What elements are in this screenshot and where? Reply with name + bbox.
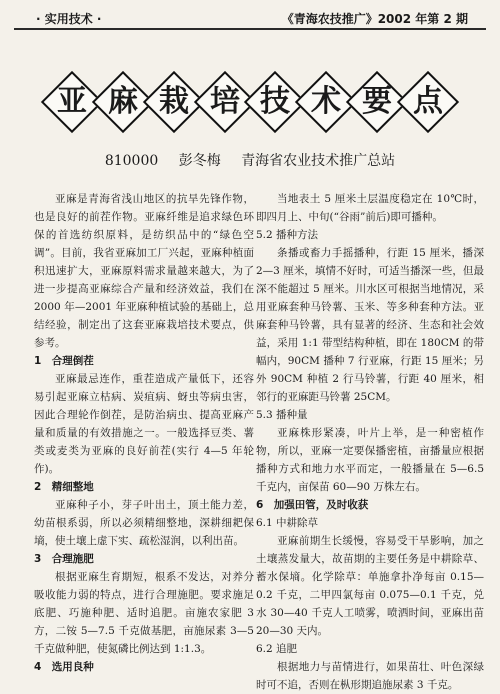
running-header xyxy=(14,6,486,28)
left-column xyxy=(34,190,254,676)
affiliation: 青海省农业技术推广总站 xyxy=(241,153,396,169)
subsection-heading: 6.2 追肥 xyxy=(256,643,298,655)
section-heading: 4 选用良种 xyxy=(34,661,94,673)
title-char: 亚 xyxy=(41,71,103,133)
subsection-heading: 5.2 播种方法 xyxy=(256,229,319,241)
title-char: 技 xyxy=(244,71,306,133)
body-paragraph: 亚麻前期生长缓慢，容易受干旱影响，加之土壤蒸发量大，故苗期的主要任务是中耕除草、蓄水保墒。化学除草：单施拿扑净每亩 0.15—0.2 千克，二甲四氯每亩 0.075—0.1 千克，兑水 30—40 千克人工喷雾，喷洒时间，亚麻出苗 20—30 天内。 xyxy=(256,535,484,637)
journal-issue: 《青海农技推广》2002 年第 2 期 xyxy=(281,12,468,26)
body-paragraph: 亚麻是青海省浅山地区的抗旱先锋作物，也是良好的前茬作物。亚麻纤维是追求绿色环保的首选纺织原料，是纺织品中的“绿色空调”。目前，我省亚麻加工厂兴起，亚麻种植面积迅速扩大，亚麻原料需求量越来越大，为了进一步提高亚麻综合产量和经济效益，我们在 2000 年—2001 年亚麻种植试验的基础上，总结经验，制定出了这套亚麻栽培技术要点，供参考。 xyxy=(34,193,254,349)
author-name: 彭冬梅 xyxy=(178,153,221,169)
section-heading: 2 精细整地 xyxy=(34,481,94,493)
title-char: 要 xyxy=(346,71,408,133)
title-char: 点 xyxy=(397,71,459,133)
subsection-heading: 6.1 中耕除草 xyxy=(256,517,319,529)
postcode: 810000 xyxy=(104,153,159,169)
subsection-heading: 5.3 播种量 xyxy=(256,409,308,421)
title-char: 术 xyxy=(295,71,357,133)
section-heading: 1 合理倒茬 xyxy=(34,355,94,367)
body-paragraph: 亚麻株形紧凑，叶片上举，是一种密植作物，所以，亚麻一定要保播密植，亩播量应根据播种方式和地力水平而定，一般播量在 5—6.5 千克内，亩保苗 60—90 万株左右。 xyxy=(256,427,484,493)
byline xyxy=(0,150,500,170)
body-paragraph: 条播或畜力手摇播种，行距 15 厘米，播深 2—3 厘米，填情不好时，可适当播深一些，但最深不能超过 5 厘米。川水区可根据当地情况，采用亚麻套种马铃薯、玉米、等多种套种方法。亚麻套种马铃薯，具有显著的经济、生态和社会效益，采用 1:1 带型结构种植，即在 180CM 的带幅内，90CM 播种 7 行亚麻，行距 15 厘米；另外 90CM 种植 2 行马铃薯，行距 40 厘米，相邻行的亚麻距马铃薯 25CM。 xyxy=(256,247,484,403)
right-column xyxy=(256,190,484,694)
header-rule xyxy=(14,28,486,30)
section-label: · 实用技术 · xyxy=(36,12,102,26)
section-heading: 3 合理施肥 xyxy=(34,553,94,565)
section-heading: 6 加强田管，及时收获 xyxy=(256,499,369,511)
title-char: 麻 xyxy=(92,71,154,133)
body-paragraph: 亚麻种子小，芽子叶出土，顶土能力差，幼苗根系弱，所以必须精细整地，深耕细耙保墒，使土壤上虚下实、疏松湿润，以利出苗。 xyxy=(34,499,254,547)
title-char: 栽 xyxy=(143,71,205,133)
body-paragraph: 根据地力与苗情进行，如果苗壮、叶色深绿时可不追，否则在枞形期追施尿素 3 千克。 xyxy=(256,661,484,691)
title-char: 培 xyxy=(193,71,255,133)
body-paragraph: 根据亚麻生育期短，根系不发达，对养分吸收能力弱的特点，进行合理施肥。要求施足底肥、巧施种肥、适时追肥。亩施农家肥 3 方，二铵 5—7.5 千克做基肥，亩施尿素 3—5 千克做种肥，使氮磷比例达到 1:1.3。 xyxy=(34,571,254,655)
body-paragraph: 当地表土 5 厘米土层温度稳定在 10℃时，即四月上、中旬(“谷雨”前后)即可播种。 xyxy=(256,193,484,223)
body-paragraph: 亚麻最忌连作，重茬造成产量低下，还容易引起亚麻立枯病、炭疽病、蚜虫等病虫害，因此合理轮作倒茬，是防治病虫、提高亚麻产量和质量的有效措施之一。一般选择豆类、薯类或麦类为亚麻的良好前茬(实行 4—5 年轮作)。 xyxy=(34,373,254,475)
article-title xyxy=(50,68,450,138)
